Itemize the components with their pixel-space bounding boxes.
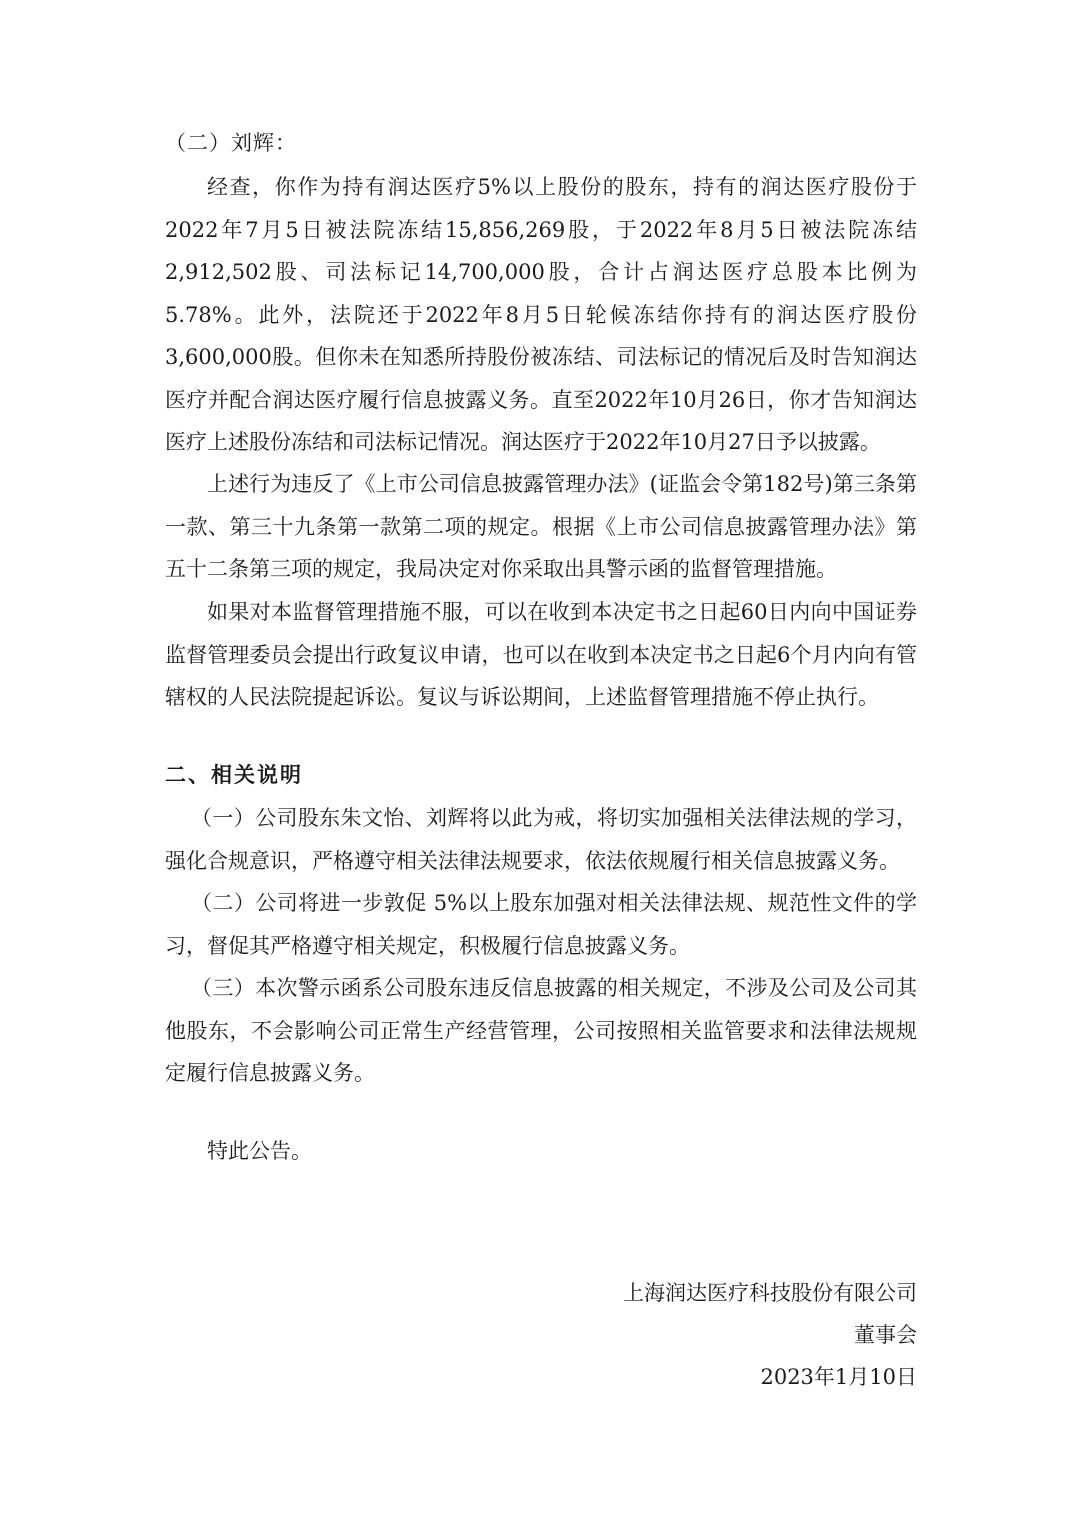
paragraph-appeal-rights: 如果对本监督管理措施不服，可以在收到本决定书之日起60日内向中国证券监督管理委员会提出行政复议申请，也可以在收到本决定书之日起6个月内向有管辖权的人民法院提起诉讼。复议与诉讼期间，上述监督管理措施不停止执行。	[165, 600, 917, 709]
signature-company: 上海润达医疗科技股份有限公司	[623, 1281, 917, 1305]
note-item-3: （三）本次警示函系公司股东违反信息披露的相关规定，不涉及公司及公司其他股东，不会影响公司正常生产经营管理，公司按照相关监管要求和法律法规规定履行信息披露义务。	[165, 976, 917, 1085]
closing-statement: 特此公告。	[207, 1139, 312, 1163]
note-item-1: （一）公司股东朱文怡、刘辉将以此为戒，将切实加强相关法律法规的学习，强化合规意识，严格遵守相关法律法规要求，依法依规履行相关信息披露义务。	[165, 806, 917, 873]
signature-board: 董事会	[854, 1323, 917, 1347]
subsection-heading: （二）刘辉：	[165, 131, 297, 155]
paragraph-violation: 上述行为违反了《上市公司信息披露管理办法》(证监会令第182号)第三条第一款、第三十九条第一款第二项的规定。根据《上市公司信息披露管理办法》第五十二条第三项的规定，我局决定对你采取出具警示函的监督管理措施。	[165, 472, 917, 581]
paragraph-findings: 经查，你作为持有润达医疗5%以上股份的股东，持有的润达医疗股份于2022年7月5日被法院冻结15,856,269股，于2022年8月5日被法院冻结2,912,502股、司法标记14,700,000股，合计占润达医疗总股本比例为5.78%。此外，法院还于2022年8月5日轮候冻结你持有的润达医疗股份3,600,000股。但你未在知悉所持股份被冻结、司法标记的情况后及时告知润达医疗并配合润达医疗履行信息披露义务。直至2022年10月26日，你才告知润达医疗上述股份冻结和司法标记情况。润达医疗于2022年10月27日予以披露。	[165, 175, 917, 454]
note-item-2: （二）公司将进一步敦促 5%以上股东加强对相关法律法规、规范性文件的学习，督促其严格遵守相关规定，积极履行信息披露义务。	[165, 891, 917, 958]
section-title-related-notes: 二、相关说明	[165, 762, 303, 787]
signature-date: 2023年1月10日	[760, 1365, 917, 1389]
